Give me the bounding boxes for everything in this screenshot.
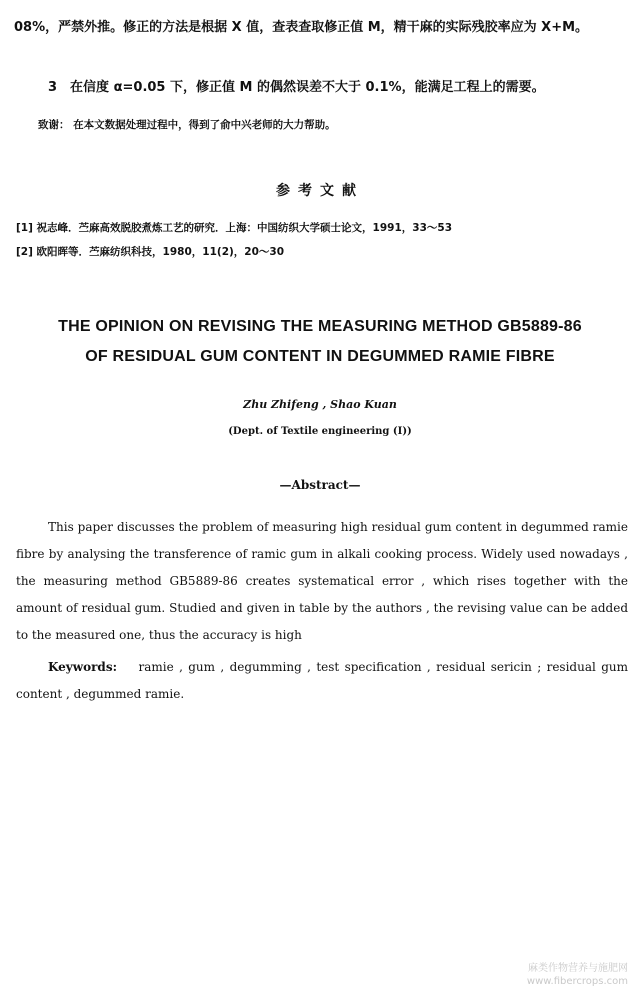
acknowledgement: 致谢： 在本文数据处理过程中，得到了俞中兴老师的大力帮助。 <box>38 119 336 131</box>
english-title-line-2: OF RESIDUAL GUM CONTENT IN DEGUMMED RAMIE FIBRE <box>85 348 555 365</box>
abstract-text: This paper discusses the problem of measuring high residual gum content in degummed ramie fibre by analysing the transference of ramic gum in alkali cooking process. Widely used nowadays , the measuring method GB5889-86 creates systematical error , which rises together with the amount of residual gum. Studied and given in table by the authors , the revising value can be added to the measured one, thus the accuracy is high <box>16 520 628 642</box>
reference-item-1: [1] 祝志峰．苎麻高效脱胶煮炼工艺的研究．上海：中国纺织大学硕士论文，1991，33～53 <box>16 222 453 234</box>
chinese-paragraph-3: 3 在信度 α=0.05 下，修正值 M 的偶然误差不大于 0.1%，能满足工程上的需要。 <box>48 80 545 95</box>
keywords-label: Keywords: <box>48 660 118 674</box>
watermark-line-2: www.fibercrops.com <box>526 976 628 987</box>
abstract-heading: —Abstract— <box>279 478 361 492</box>
keywords-text: ramie , gum , degumming , test specification , residual sericin ; residual gum content , degummed ramie. <box>16 660 628 701</box>
authors: Zhu Zhifeng , Shao Kuan <box>243 398 397 411</box>
english-title <box>0 312 640 372</box>
department: (Dept. of Textile engineering (I)) <box>228 426 412 437</box>
references-heading: 参考文献 <box>276 183 364 199</box>
english-title-line-1: THE OPINION ON REVISING THE MEASURING METHOD GB5889-86 <box>58 318 582 335</box>
reference-item-2: [2] 欧阳晖等．苎麻纺织科技，1980，11(2)，20～30 <box>16 246 285 258</box>
site-watermark <box>527 962 628 988</box>
watermark-line-1: 麻类作物营养与施肥网 <box>528 963 628 974</box>
keywords <box>16 654 628 708</box>
chinese-paragraph-1: 08%，严禁外推。修正的方法是根据 X 值，查表查取修正值 M，精干麻的实际残胶率应为 X+M。 <box>14 20 589 35</box>
